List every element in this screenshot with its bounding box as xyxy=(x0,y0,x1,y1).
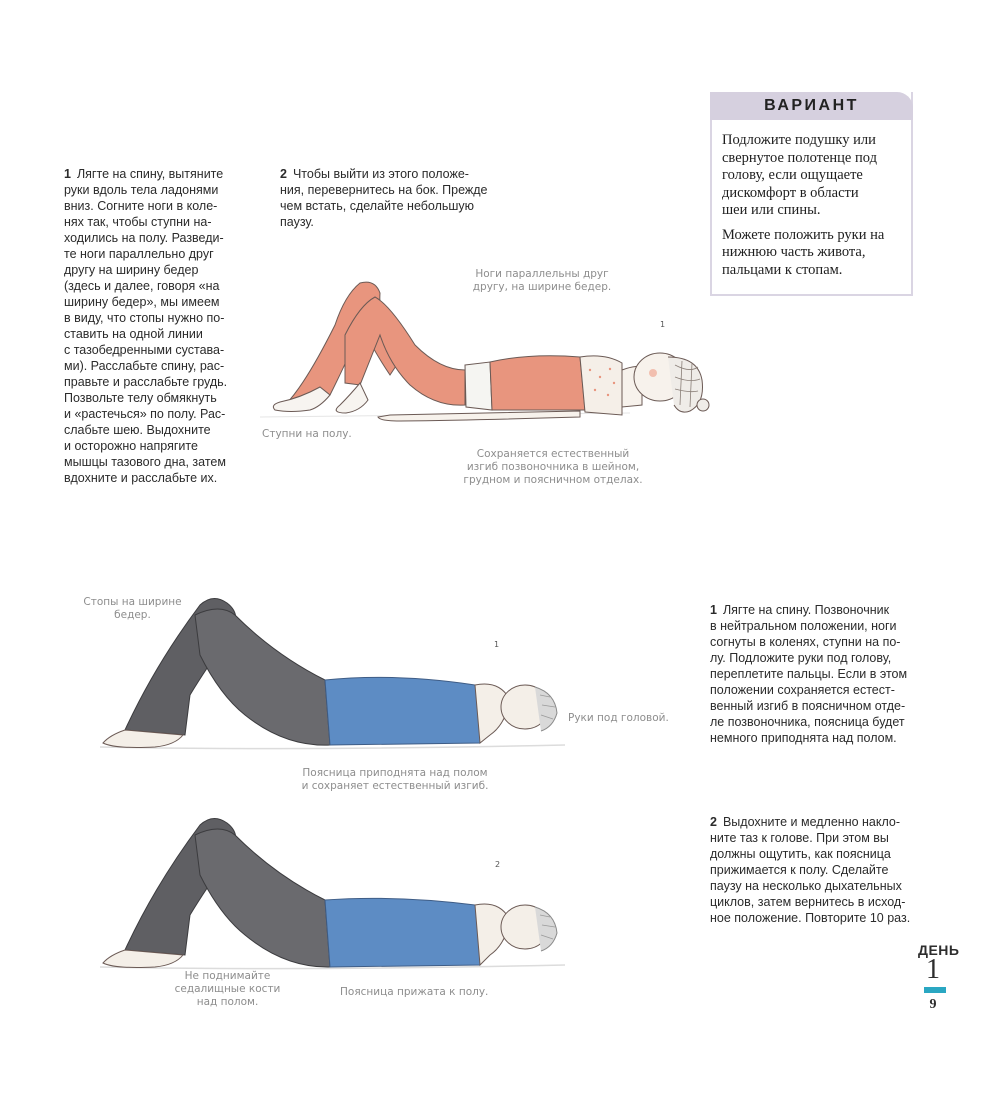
instruction-line: ми). Расслабьте спину, рас- xyxy=(64,359,225,373)
instruction-line: прижимается к полу. Сделайте xyxy=(710,863,889,877)
caption-line: Сохраняется естественный xyxy=(476,448,630,460)
instruction-line: Позвольте телу обмякнуть xyxy=(64,391,217,405)
instruction-step-2 xyxy=(280,166,510,230)
instruction-line: руки вдоль тела ладонями xyxy=(64,183,219,197)
caption-line: и сохраняет естественный изгиб. xyxy=(301,780,489,792)
day-number: 1 xyxy=(926,954,940,985)
caption-feet-hip-width xyxy=(80,596,185,622)
instruction-line: чем встать, сделайте небольшую xyxy=(280,199,475,213)
instruction-line: паузу на несколько дыхательных xyxy=(710,879,902,893)
caption-line: Не поднимайте xyxy=(184,970,271,982)
figure-number: 1 xyxy=(660,320,666,329)
instruction-line: циклов, затем вернитесь в исход- xyxy=(710,895,906,909)
instruction-line: ните таз к голове. При этом вы xyxy=(710,831,889,845)
caption-line: Поясница приподнята над полом xyxy=(302,767,488,779)
variant-line: пальцами к стопам. xyxy=(722,261,843,278)
variant-line: свернутое полотенце под xyxy=(722,149,877,166)
variant-header xyxy=(710,92,913,120)
caption-line: другу, на ширине бедер. xyxy=(472,281,612,293)
figure-number: 1 xyxy=(494,640,500,649)
instruction-line: ле позвоночника, поясница будет xyxy=(710,715,905,729)
instruction-line: паузу. xyxy=(280,215,314,229)
instruction-line: ставить на одной линии xyxy=(64,327,203,341)
caption-line: Ноги параллельны друг xyxy=(475,268,609,280)
caption-lumbar-raised xyxy=(300,767,490,793)
instruction-line: ходились на полу. Разведи- xyxy=(64,231,224,245)
caption-line: бедер. xyxy=(114,609,151,621)
day-accent-bar xyxy=(924,987,946,993)
instruction-line: нях так, чтобы ступни на- xyxy=(64,215,212,229)
instruction-line: 2 Выдохните и медленно накло- xyxy=(710,815,901,829)
variant-line: Подложите подушку или xyxy=(722,132,876,148)
instruction-line: правьте и расслабьте грудь. xyxy=(64,375,228,389)
instruction-line: слабьте шею. Выдохните xyxy=(64,423,211,437)
variant-paragraph-1 xyxy=(722,132,902,220)
instruction-line: ное положение. Повторите 10 раз. xyxy=(710,911,911,925)
instruction-line: переплетите пальцы. Если в этом xyxy=(710,667,908,681)
caption-line: изгиб позвоночника в шейном, xyxy=(466,461,640,473)
instruction-line: вдохните и расслабьте их. xyxy=(64,471,218,485)
instruction-line: 1 Лягте на спину. Позвоночник xyxy=(710,603,890,617)
instruction-line: в нейтральном положении, ноги xyxy=(710,619,897,633)
variant-line: нижнюю часть живота, xyxy=(722,244,866,260)
instruction-line: должны ощутить, как поясница xyxy=(710,847,891,861)
variant-heading: ВАРИАНТ xyxy=(764,97,859,114)
caption-natural-curve xyxy=(458,448,648,487)
instruction-line: мышцы тазового дна, затем xyxy=(64,455,226,469)
caption-lumbar-pressed: Поясница прижата к полу. xyxy=(340,986,489,998)
illustration-man-pelvic-tilt xyxy=(95,805,575,975)
caption-line: Стопы на ширине xyxy=(83,596,182,608)
day-label: ДЕНЬ xyxy=(918,942,960,958)
instruction-line: и «растечься» по полу. Рас- xyxy=(64,407,226,421)
caption-legs-parallel xyxy=(462,268,622,294)
instruction-step-2-right xyxy=(710,814,925,926)
instruction-step-1 xyxy=(64,166,244,486)
variant-line: голову, если ощущаете xyxy=(722,167,863,183)
instruction-line: другу на ширину бедер xyxy=(64,263,199,277)
variant-line: Можете положить руки на xyxy=(722,226,885,243)
instruction-line: положении сохраняется естест- xyxy=(710,683,895,697)
instruction-line: 2 Чтобы выйти из этого положе- xyxy=(280,167,469,181)
caption-line: седалищные кости xyxy=(174,983,281,995)
instruction-line: в виду, что стопы нужно по- xyxy=(64,311,225,325)
instruction-line: ния, перевернитесь на бок. Прежде xyxy=(280,183,488,197)
variant-line: дискомфорт в области xyxy=(722,184,859,201)
instruction-line: лу. Подложите руки под голову, xyxy=(710,651,892,665)
instruction-line: с тазобедренными сустава- xyxy=(64,343,225,357)
caption-line: над полом. xyxy=(196,996,259,1008)
variant-line: шеи или спины. xyxy=(722,202,821,218)
caption-line: грудном и поясничном отделах. xyxy=(463,474,643,486)
page-number: 9 xyxy=(929,997,937,1012)
instruction-line: вниз. Согните ноги в коле- xyxy=(64,199,218,213)
figure-number: 2 xyxy=(495,860,501,869)
instruction-line: венный изгиб в поясничном отде- xyxy=(710,699,906,713)
instruction-line: те ноги параллельно друг xyxy=(64,247,214,261)
caption-sit-bones xyxy=(170,970,285,1009)
instruction-line: и осторожно напрягите xyxy=(64,439,198,453)
instruction-line: немного приподнята над полом. xyxy=(710,731,897,745)
instruction-line: согнуты в коленях, ступни на по- xyxy=(710,635,901,649)
instruction-step-1-right xyxy=(710,602,920,746)
variant-paragraph-2 xyxy=(722,227,902,280)
variant-text xyxy=(722,132,902,286)
instruction-line: ширину бедер», мы имеем xyxy=(64,295,220,309)
instruction-line: 1 Лягте на спину, вытяните xyxy=(64,167,224,181)
instruction-line: (здесь и далее, говоря «на xyxy=(64,279,220,293)
caption-feet-on-floor: Ступни на полу. xyxy=(262,428,352,440)
caption-hands-under-head: Руки под головой. xyxy=(568,712,669,724)
